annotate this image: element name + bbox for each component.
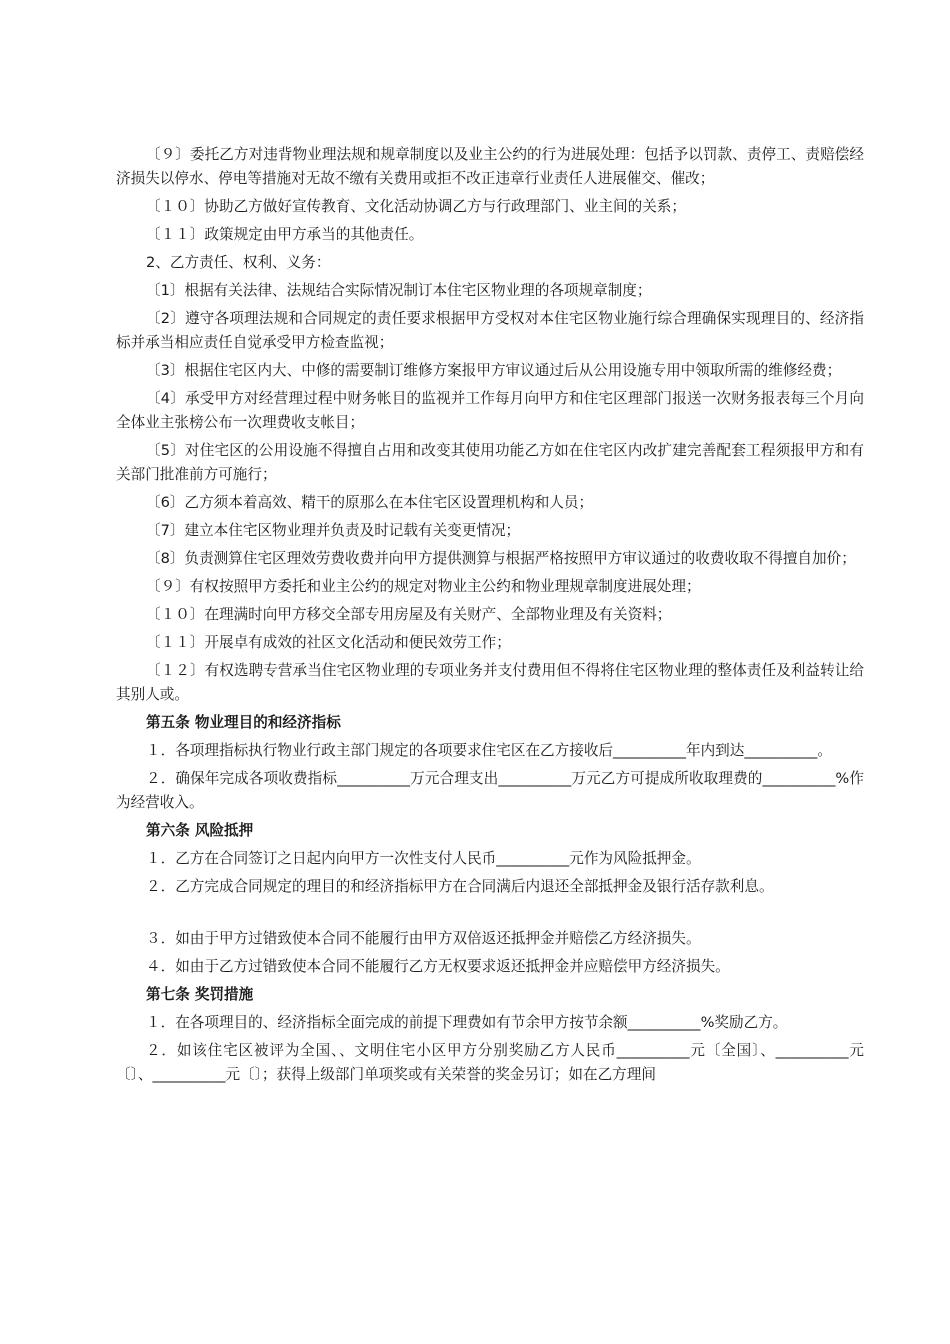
clause-paragraph: 〔2〕遵守各项理法规和合同规定的责任要求根据甲方受权对本住宅区物业施行综合理确保实现理目的、经济指标并承当相应责任自觉承受甲方检查监视； — [116, 310, 864, 351]
clause-paragraph: １．在各项理目的、经济指标全面完成的前提下理费如有节余甲方按节余额__________%奖励乙方。 — [146, 1014, 788, 1031]
clause-paragraph: 〔９〕委托乙方对违背物业理法规和规章制度以及业主公约的行为进展处理：包括予以罚款、责停工、责赔偿经济损失以停水、停电等措施对无故不缴有关费用或拒不改正违章行业责任人进展催交、催改； — [116, 146, 864, 187]
clause-paragraph: １．乙方在合同签订之日起内向甲方一次性支付人民币__________元作为风险抵押金。 — [146, 850, 701, 867]
article-heading: 第六条 风险抵押 — [146, 822, 254, 839]
clause-paragraph: 〔7〕建立本住宅区物业理并负责及时记载有关变更情况； — [146, 522, 521, 539]
clause-paragraph: 〔９〕有权按照甲方委托和业主公约的规定对物业主公约和物业理规章制度进展处理； — [146, 578, 701, 595]
article-heading: 第五条 物业理目的和经济指标 — [146, 714, 341, 731]
clause-paragraph: ２．如该住宅区被评为全国、、文明住宅小区甲方分别奖励乙方人民币__________元〔全国〕、__________元〔〕、__________元〔〕；获得上级部门单项奖或有关荣誉的奖金另订；如在乙方理间 — [116, 1042, 864, 1083]
clause-paragraph: 〔1〕根据有关法律、法规结合实际情况制订本住宅区物业理的各项规章制度； — [146, 282, 652, 299]
article-heading: 第七条 奖罚措施 — [146, 986, 254, 1003]
clause-paragraph: 〔4〕承受甲方对经营理过程中财务帐目的监视并工作每月向甲方和住宅区理部门报送一次财务报表每三个月向全体业主张榜公布一次理费收支帐目； — [116, 390, 864, 431]
blank-line — [116, 903, 864, 927]
clause-paragraph: ３．如由于甲方过错致使本合同不能履行由甲方双倍返还抵押金并赔偿乙方经济损失。 — [146, 930, 701, 947]
clause-paragraph: 〔5〕对住宅区的公用设施不得擅自占用和改变其使用功能乙方如在住宅区内改扩建完善配套工程须报甲方和有关部门批准前方可施行； — [116, 442, 864, 483]
section-subtitle: 2、乙方责任、权利、义务： — [146, 254, 331, 271]
clause-paragraph: 〔１１〕开展卓有成效的社区文化活动和便民效劳工作； — [146, 634, 511, 651]
clause-paragraph: 〔8〕负责测算住宅区理效劳费收费并向甲方提供测算与根据严格按照甲方审议通过的收费收取不得擅自加价； — [146, 550, 856, 567]
clause-paragraph: 〔１０〕协助乙方做好宣传教育、文化活动协调乙方与行政理部门、业主间的关系； — [146, 198, 686, 215]
clause-paragraph: 〔１２〕有权选聘专营承当住宅区物业理的专项业务并支付费用但不得将住宅区物业理的整体责任及利益转让给其别人或。 — [116, 662, 864, 703]
clause-paragraph: ２．乙方完成合同规定的理目的和经济指标甲方在合同满后内退还全部抵押金及银行活存款利息。 — [146, 878, 774, 895]
clause-paragraph: 〔１１〕政策规定由甲方承当的其他责任。 — [146, 226, 424, 243]
clause-paragraph: ２．确保年完成各项收费指标__________万元合理支出__________万元乙方可提成所收取理费的__________%作为经营收入。 — [116, 770, 864, 811]
clause-paragraph: １．各项理指标执行物业行政主部门规定的各项要求住宅区在乙方接收后__________年内到达__________。 — [146, 742, 832, 759]
document-page — [116, 143, 864, 1091]
clause-paragraph: ４．如由于乙方过错致使本合同不能履行乙方无权要求返还抵押金并应赔偿甲方经济损失。 — [146, 958, 730, 975]
clause-paragraph: 〔１０〕在理满时向甲方移交全部专用房屋及有关财产、全部物业理及有关资料； — [146, 606, 672, 623]
clause-paragraph: 〔3〕根据住宅区内大、中修的需要制订维修方案报甲方审议通过后从公用设施专用中领取所需的维修经费； — [146, 362, 842, 379]
clause-paragraph: 〔6〕乙方须本着高效、精干的原那么在本住宅区设置理机构和人员； — [146, 494, 594, 511]
